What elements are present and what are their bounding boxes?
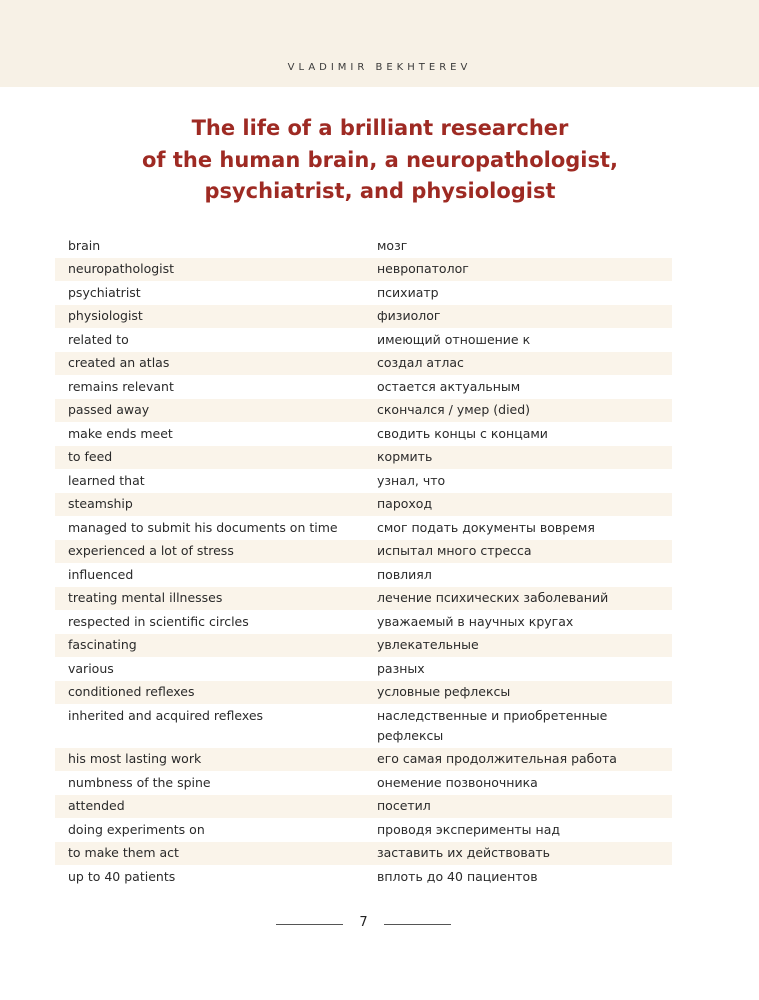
english-term: related to <box>68 331 129 347</box>
russian-translation: заставить их действовать <box>377 845 551 860</box>
footer-rule-right <box>384 924 451 925</box>
vocabulary-row <box>55 258 672 282</box>
russian-translation: кормить <box>377 449 433 464</box>
russian-translation: создал атлас <box>377 355 464 370</box>
english-term: passed away <box>68 402 150 417</box>
page-title <box>60 113 700 208</box>
author-name: VLADIMIR BEKHTEREV <box>287 62 472 73</box>
english-term: brain <box>68 237 101 253</box>
vocabulary-row <box>55 446 672 470</box>
vocabulary-row <box>55 657 672 681</box>
vocabulary-row <box>55 281 672 305</box>
russian-translation: лечение психических заболеваний <box>377 590 609 605</box>
vocabulary-table <box>55 234 672 889</box>
english-term: conditioned reflexes <box>68 684 195 699</box>
vocabulary-row <box>55 234 672 258</box>
english-term: managed to submit his documents on time <box>68 519 338 535</box>
english-term: learned that <box>68 472 145 488</box>
header-band <box>0 0 759 87</box>
russian-translation: испытал много стресса <box>377 543 532 558</box>
vocabulary-row <box>55 748 672 772</box>
english-term: remains relevant <box>68 378 174 394</box>
vocabulary-row <box>55 540 672 564</box>
vocabulary-row <box>55 771 672 795</box>
vocabulary-row <box>55 469 672 493</box>
english-term: up to 40 patients <box>68 868 176 884</box>
russian-translation: имеющий отношение к <box>377 331 531 347</box>
vocabulary-row <box>55 704 672 748</box>
english-term: doing experiments on <box>68 821 205 837</box>
russian-translation: условные рефлексы <box>377 684 511 699</box>
english-term: attended <box>68 798 125 813</box>
russian-translation: разных <box>377 660 425 676</box>
russian-translation: психиатр <box>377 284 439 300</box>
english-term: respected in scientific circles <box>68 613 249 629</box>
vocabulary-row <box>55 563 672 587</box>
english-term: inherited and acquired reflexes <box>68 707 264 723</box>
vocabulary-row <box>55 795 672 819</box>
russian-translation: вплоть до 40 пациентов <box>377 868 538 884</box>
russian-translation: узнал, что <box>377 472 446 488</box>
title-line-1: The life of a brilliant researcher <box>191 116 569 140</box>
english-term: experienced a lot of stress <box>68 543 234 558</box>
russian-translation: проводя эксперименты над <box>377 821 561 837</box>
vocabulary-row <box>55 493 672 517</box>
english-term: psychiatrist <box>68 284 141 300</box>
russian-translation: смог подать документы вовремя <box>377 519 595 535</box>
english-term: fascinating <box>68 637 137 652</box>
english-term: created an atlas <box>68 355 170 370</box>
english-term: neuropathologist <box>68 261 175 276</box>
vocabulary-row <box>55 328 672 352</box>
russian-translation: увлекательные <box>377 637 479 652</box>
vocabulary-row <box>55 865 672 889</box>
english-term: influenced <box>68 566 134 582</box>
page-footer <box>0 912 759 936</box>
vocabulary-row <box>55 587 672 611</box>
russian-translation: сводить концы с концами <box>377 425 548 441</box>
vocabulary-row <box>55 399 672 423</box>
title-line-3: psychiatrist, and physiologist <box>204 179 556 203</box>
vocabulary-row <box>55 681 672 705</box>
russian-translation: пароход <box>377 496 433 511</box>
russian-translation: его самая продолжительная работа <box>377 751 617 766</box>
english-term: treating mental illnesses <box>68 590 223 605</box>
russian-translation: посетил <box>377 798 431 813</box>
vocabulary-row <box>55 842 672 866</box>
english-term: numbness of the spine <box>68 774 211 790</box>
russian-translation: остается актуальным <box>377 378 521 394</box>
vocabulary-row <box>55 375 672 399</box>
russian-translation: повлиял <box>377 566 432 582</box>
english-term: to feed <box>68 449 113 464</box>
russian-translation: мозг <box>377 237 408 253</box>
vocabulary-row <box>55 818 672 842</box>
footer-rule-left <box>276 924 343 925</box>
english-term: his most lasting work <box>68 751 202 766</box>
english-term: physiologist <box>68 308 143 323</box>
vocabulary-row <box>55 634 672 658</box>
vocabulary-row <box>55 610 672 634</box>
english-term: to make them act <box>68 845 179 860</box>
page-number: 7 <box>359 915 368 930</box>
english-term: various <box>68 660 114 676</box>
russian-translation: физиолог <box>377 308 441 323</box>
russian-translation: невропатолог <box>377 261 469 276</box>
vocabulary-row <box>55 516 672 540</box>
russian-translation: онемение позвоночника <box>377 774 538 790</box>
vocabulary-row <box>55 422 672 446</box>
russian-translation: уважаемый в научных кругах <box>377 613 574 629</box>
russian-translation: наследственные и приобретенные рефлексы <box>377 707 608 743</box>
russian-translation: скончался / умер (died) <box>377 402 531 417</box>
title-line-2: of the human brain, a neuropathologist, <box>141 147 619 172</box>
vocabulary-row <box>55 305 672 329</box>
english-term: make ends meet <box>68 425 173 441</box>
english-term: steamship <box>68 496 133 511</box>
vocabulary-row <box>55 352 672 376</box>
